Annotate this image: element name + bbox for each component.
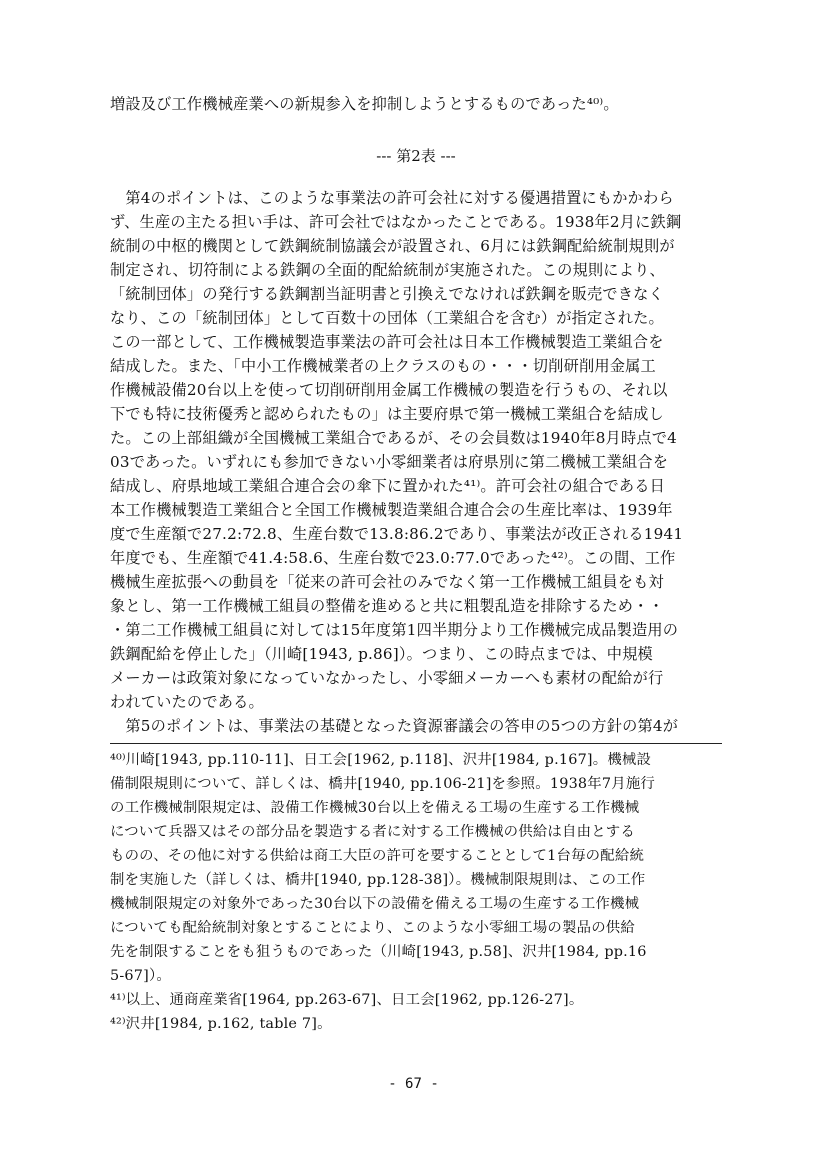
body-text-line: 制定され、切符制による鉄鋼の全面的配給統制が実施された。この規則により、 xyxy=(110,261,665,279)
footnote-line: ⁴²⁾沢井[1984, p.162, table 7]。 xyxy=(110,1016,332,1032)
footnote-line: ものの、その他に対する供給は商工大臣の許可を要することとして1台毎の配給統 xyxy=(110,848,645,864)
table-marker: --- 第2表 --- xyxy=(376,147,456,165)
body-text-line: 象とし、第一工作機械工組員の整備を進めると共に粗製乱造を排除するため・・ xyxy=(110,597,664,615)
page-number: - 67 - xyxy=(388,1076,439,1092)
body-text-line: われていたのである。 xyxy=(110,693,264,711)
body-text-line: 「統制団体」の発行する鉄鋼割当証明書と引換えでなければ鉄鋼を販売できなく xyxy=(110,285,664,303)
body-text-line: た。この上部組織が全国機械工業組合であるが、その会員数は1940年8月時点で4 xyxy=(110,429,677,447)
body-text-line: なり、この「統制団体」として百数十の団体（工業組合を含む）が指定された。 xyxy=(110,309,664,327)
body-text-line: 03であった。いずれにも参加できない小零細業者は府県別に第二機械工業組合を xyxy=(110,453,669,471)
body-text-line: 第5のポイントは、事業法の基礎となった資源審議会の答申の5つの方針の第4が xyxy=(110,717,679,735)
footnote-line: ⁴⁰⁾川崎[1943, pp.110-11]、日工会[1962, p.118]、沢井[1984, p.167]。機械設 xyxy=(110,752,652,768)
body-text-line: 年度でも、生産額で41.4:58.6、生産台数で23.0:77.0であった⁴²⁾。この間、工作 xyxy=(110,549,676,567)
body-text-line: 度で生産額で27.2:72.8、生産台数で13.8:86.2であり、事業法が改正される1941 xyxy=(110,525,684,543)
body-text-line: ず、生産の主たる担い手は、許可会社ではなかったことである。1938年2月に鉄鋼 xyxy=(110,213,682,231)
footnote-line: の工作機械制限規定は、設備工作機械30台以上を備える工場の生産する工作機械 xyxy=(110,800,640,816)
body-text-line: 結成した。また、「中小工作機械業者の上クラスのもの・・・切削研削用金属工 xyxy=(110,357,656,375)
body-text-line: 増設及び工作機械産業への新規参入を抑制しようとするものであった⁴⁰⁾。 xyxy=(110,95,619,113)
footnote-line: についても配給統制対象とすることにより、このような小零細工場の製品の供給 xyxy=(110,920,635,936)
body-text-line: 本工作機械製造工業組合と全国工作機械製造業組合連合会の生産比率は、1939年 xyxy=(110,501,673,519)
footnote-line: 機械制限規定の対象外であった30台以下の設備を備える工場の生産する工作機械 xyxy=(110,896,640,912)
body-text-line: この一部として、工作機械製造事業法の許可会社は日本工作機械製造工業組合を xyxy=(110,333,664,351)
footnote-line: 備制限規則について、詳しくは、橋井[1940, pp.106-21]を参照。1938年7月施行 xyxy=(110,776,656,792)
body-text-line: 結成し、府県地域工業組合連合会の傘下に置かれた⁴¹⁾。許可会社の組合である日 xyxy=(110,477,666,495)
footnote-line: ⁴¹⁾以上、通商産業省[1964, pp.263-67]、日工会[1962, pp.126-27]。 xyxy=(110,992,584,1008)
body-text-line: ・第二工作機械工組員に対しては15年度第1四半期分より工作機械完成品製造用の xyxy=(110,621,679,639)
footnote-line: 制を実施した（詳しくは、橋井[1940, pp.128-38]）。機械制限規則は、この工作 xyxy=(110,872,646,888)
body-text-line: 機械生産拡張への動員を「従来の許可会社のみでなく第一工作機械工組員をも対 xyxy=(110,573,664,591)
body-text-line: 作機械設備20台以上を使って切削研削用金属工作機械の製造を行うもの、それ以 xyxy=(110,381,668,399)
body-text-line: メーカーは政策対象になっていなかったし、小零細メーカーへも素材の配給が行 xyxy=(110,669,664,687)
body-text-line: 統制の中枢的機関として鉄鋼統制協議会が設置され、6月には鉄鋼配給統制規則が xyxy=(110,237,675,255)
footnote-line: について兵器又はその部分品を製造する者に対する工作機械の供給は自由とする xyxy=(110,824,635,840)
body-text-line: 下でも特に技術優秀と認められたもの」は主要府県で第一機械工業組合を結成し xyxy=(110,405,664,423)
body-text-line: 鉄鋼配給を停止した」（川崎[1943, p.86]）。つまり、この時点までは、中規模 xyxy=(110,645,653,663)
footnote-divider xyxy=(110,743,722,744)
footnote-line: 先を制限することをも狙うものであった（川崎[1943, p.58]、沢井[1984, pp.16 xyxy=(110,944,647,960)
body-text-line: 第4のポイントは、このような事業法の許可会社に対する優遇措置にもかかわら xyxy=(110,189,674,207)
footnote-line: 5-67]）。 xyxy=(110,968,171,984)
